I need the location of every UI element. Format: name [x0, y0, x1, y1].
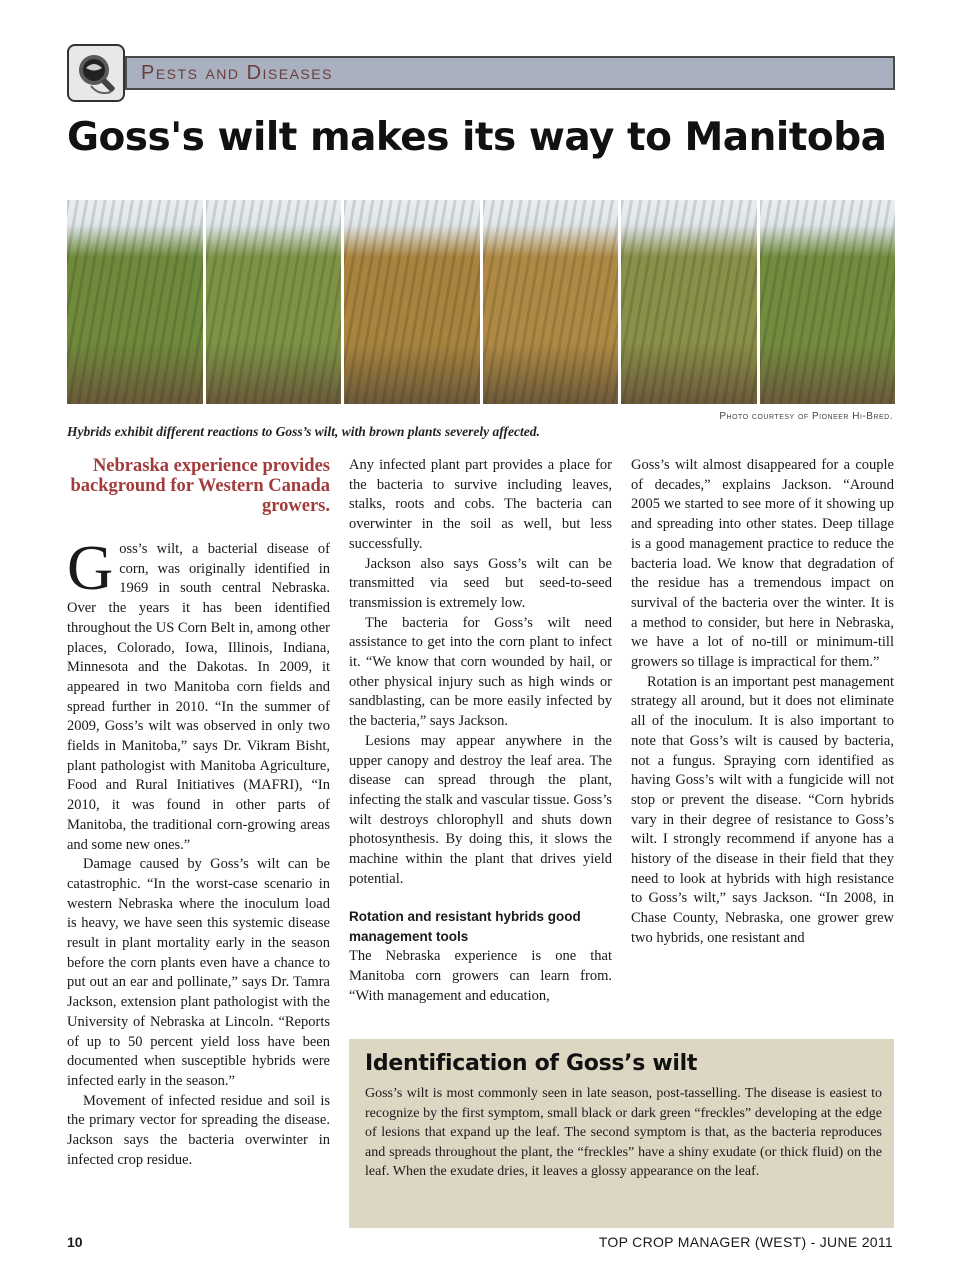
- paragraph-text: oss’s wilt, a bacterial disease of corn, was originally identified in 1969 in south central Nebraska. Over the years it has been identified throughout the US Corn Belt in, among other places, Colorado, Iowa, Illinois, Indiana, Minnesota and the Dakotas. In 2009, it appeared in two Manitoba corn fields and spread further in 2010. “In the summer of 2009, Goss’s wilt was observed in only two fields in Manitoba,” says Dr. Vikram Bisht, plant pathologist with Manitoba Agriculture, Food and Rural Initiatives (MAFRI), “In 2010, it was found in other parts of Manitoba, the traditional corn-growing areas and some new ones.”: [67, 541, 330, 853]
- article-paragraph: Jackson also says Goss’s wilt can be transmitted via seed but seed-to-seed transmission is extremely low.: [349, 555, 612, 611]
- section-title: Pests and Diseases: [141, 62, 333, 84]
- article-paragraph: Damage caused by Goss’s wilt can be catastrophic. “In the worst-case scenario in western Nebraska where the inoculum load is heavy, we have seen this systemic disease result in plant mortality early in the season before the corn plants even have a chance to put out an ear and pollinate,” says Dr. Tamra Jackson, extension plant pathologist with the University of Nebraska at Lincoln. “Reports of up to 50 percent yield loss have been documented when susceptible hybrids were infected early in the season.”: [67, 856, 330, 1089]
- article-headline: Goss's wilt makes its way to Manitoba: [67, 115, 887, 160]
- section-bar: [125, 56, 895, 90]
- section-header: [67, 44, 895, 104]
- sidebar-body: Goss’s wilt is most commonly seen in late season, post-tasselling. The disease is easiest to recognize by the first symptom, small black or dark green “freckles” developing at the edge of lesions that expand up the leaf. The second symptom is that, as the bacteria reproduces and spreads throughout the plant, the “freckles” have a shiny exudate (or thick fluid) on the leaf. When the exudate dries, it leaves a glossy appearance on the leaf.: [365, 1086, 882, 1179]
- photo-panel-1: [67, 200, 203, 404]
- photo-panel-2: [206, 200, 342, 404]
- subheading: Rotation and resistant hybrids good management tools: [349, 909, 581, 945]
- photo-panel-3: [344, 200, 480, 404]
- article-paragraph: [67, 532, 330, 855]
- photo-panel-5: [621, 200, 757, 404]
- column-2: [349, 456, 612, 1007]
- corn-field-photo: [67, 200, 895, 404]
- photo-caption: Hybrids exhibit different reactions to Goss’s wilt, with brown plants severely affected.: [67, 424, 540, 439]
- page-number: 10: [67, 1234, 83, 1250]
- drop-cap: G: [67, 532, 114, 603]
- photo-panel-6: [760, 200, 896, 404]
- column-1: [67, 456, 330, 1171]
- article-paragraph: Any infected plant part provides a place for the bacteria to survive including leaves, stalks, roots and cobs. The bacteria can overwinter in the soil as well, but less successfully.: [349, 457, 612, 552]
- magnifier-bug-icon: [67, 44, 125, 102]
- column-3: [631, 456, 894, 949]
- article-paragraph: Lesions may appear anywhere in the upper canopy and destroy the leaf area. The disease can spread through the plant, infecting the stalk and vascular tissue. Goss’s wilt destroys chlorophyll and shuts down photosynthesis. By doing this, it slows the machine within the plant that drives yield potential.: [349, 732, 612, 887]
- identification-sidebar: [349, 1039, 894, 1228]
- pull-quote: Nebraska experience provides background for Western Canada growers.: [70, 456, 330, 516]
- magnifier-bug-graphic: [69, 46, 123, 100]
- article-paragraph: The Nebraska experience is one that Manitoba corn growers can learn from. “With management and education,: [349, 948, 612, 1004]
- article-paragraph: Rotation is an important pest management strategy all around, but it does not eliminate all of the inoculum. It is also important to note that Goss’s wilt is caused by bacteria, not a fungus. Spraying corn identified as having Goss’s wilt with a fungicide will not stop or prevent the disease. “Corn hybrids vary in their degree of resistance to Goss’s wilt. I strongly recommend if anyone has a history of the disease in their field that they need to look at hybrids with high resistance to Goss’s wilt,” says Jackson. “In 2008, in Chase County, Nebraska, one grower grew two hybrids, one resistant and: [631, 673, 894, 946]
- photo-panel-4: [483, 200, 619, 404]
- sidebar-title: Identification of Goss’s wilt: [365, 1051, 698, 1076]
- publication-footer: TOP CROP MANAGER (WEST) - JUNE 2011: [598, 1234, 893, 1250]
- article-paragraph: Goss’s wilt almost disappeared for a couple of decades,” explains Jackson. “Around 2005 we started to see more of it showing up and spreading into other states. Deep tillage is a good management practice to reduce the bacteria load. We know that degradation of the residue has a tremendous impact on survival of the bacteria over the winter. It is a method to consider, but here in Nebraska, we have a lot of no-till or minimum-till growers so tillage is impractical for them.”: [631, 457, 894, 671]
- photo-credit: Photo courtesy of Pioneer Hi-Bred.: [719, 411, 893, 422]
- article-paragraph: The bacteria for Goss’s wilt need assistance to get into the corn plant to infect it. “We know that corn wounded by hail, or other physical injury such as high winds or sandblasting, can be more easily infected by the bacteria,” says Jackson.: [349, 614, 612, 730]
- article-paragraph: Movement of infected residue and soil is the primary vector for spreading the disease. Jackson says the bacteria overwinter in infected crop residue.: [67, 1092, 330, 1168]
